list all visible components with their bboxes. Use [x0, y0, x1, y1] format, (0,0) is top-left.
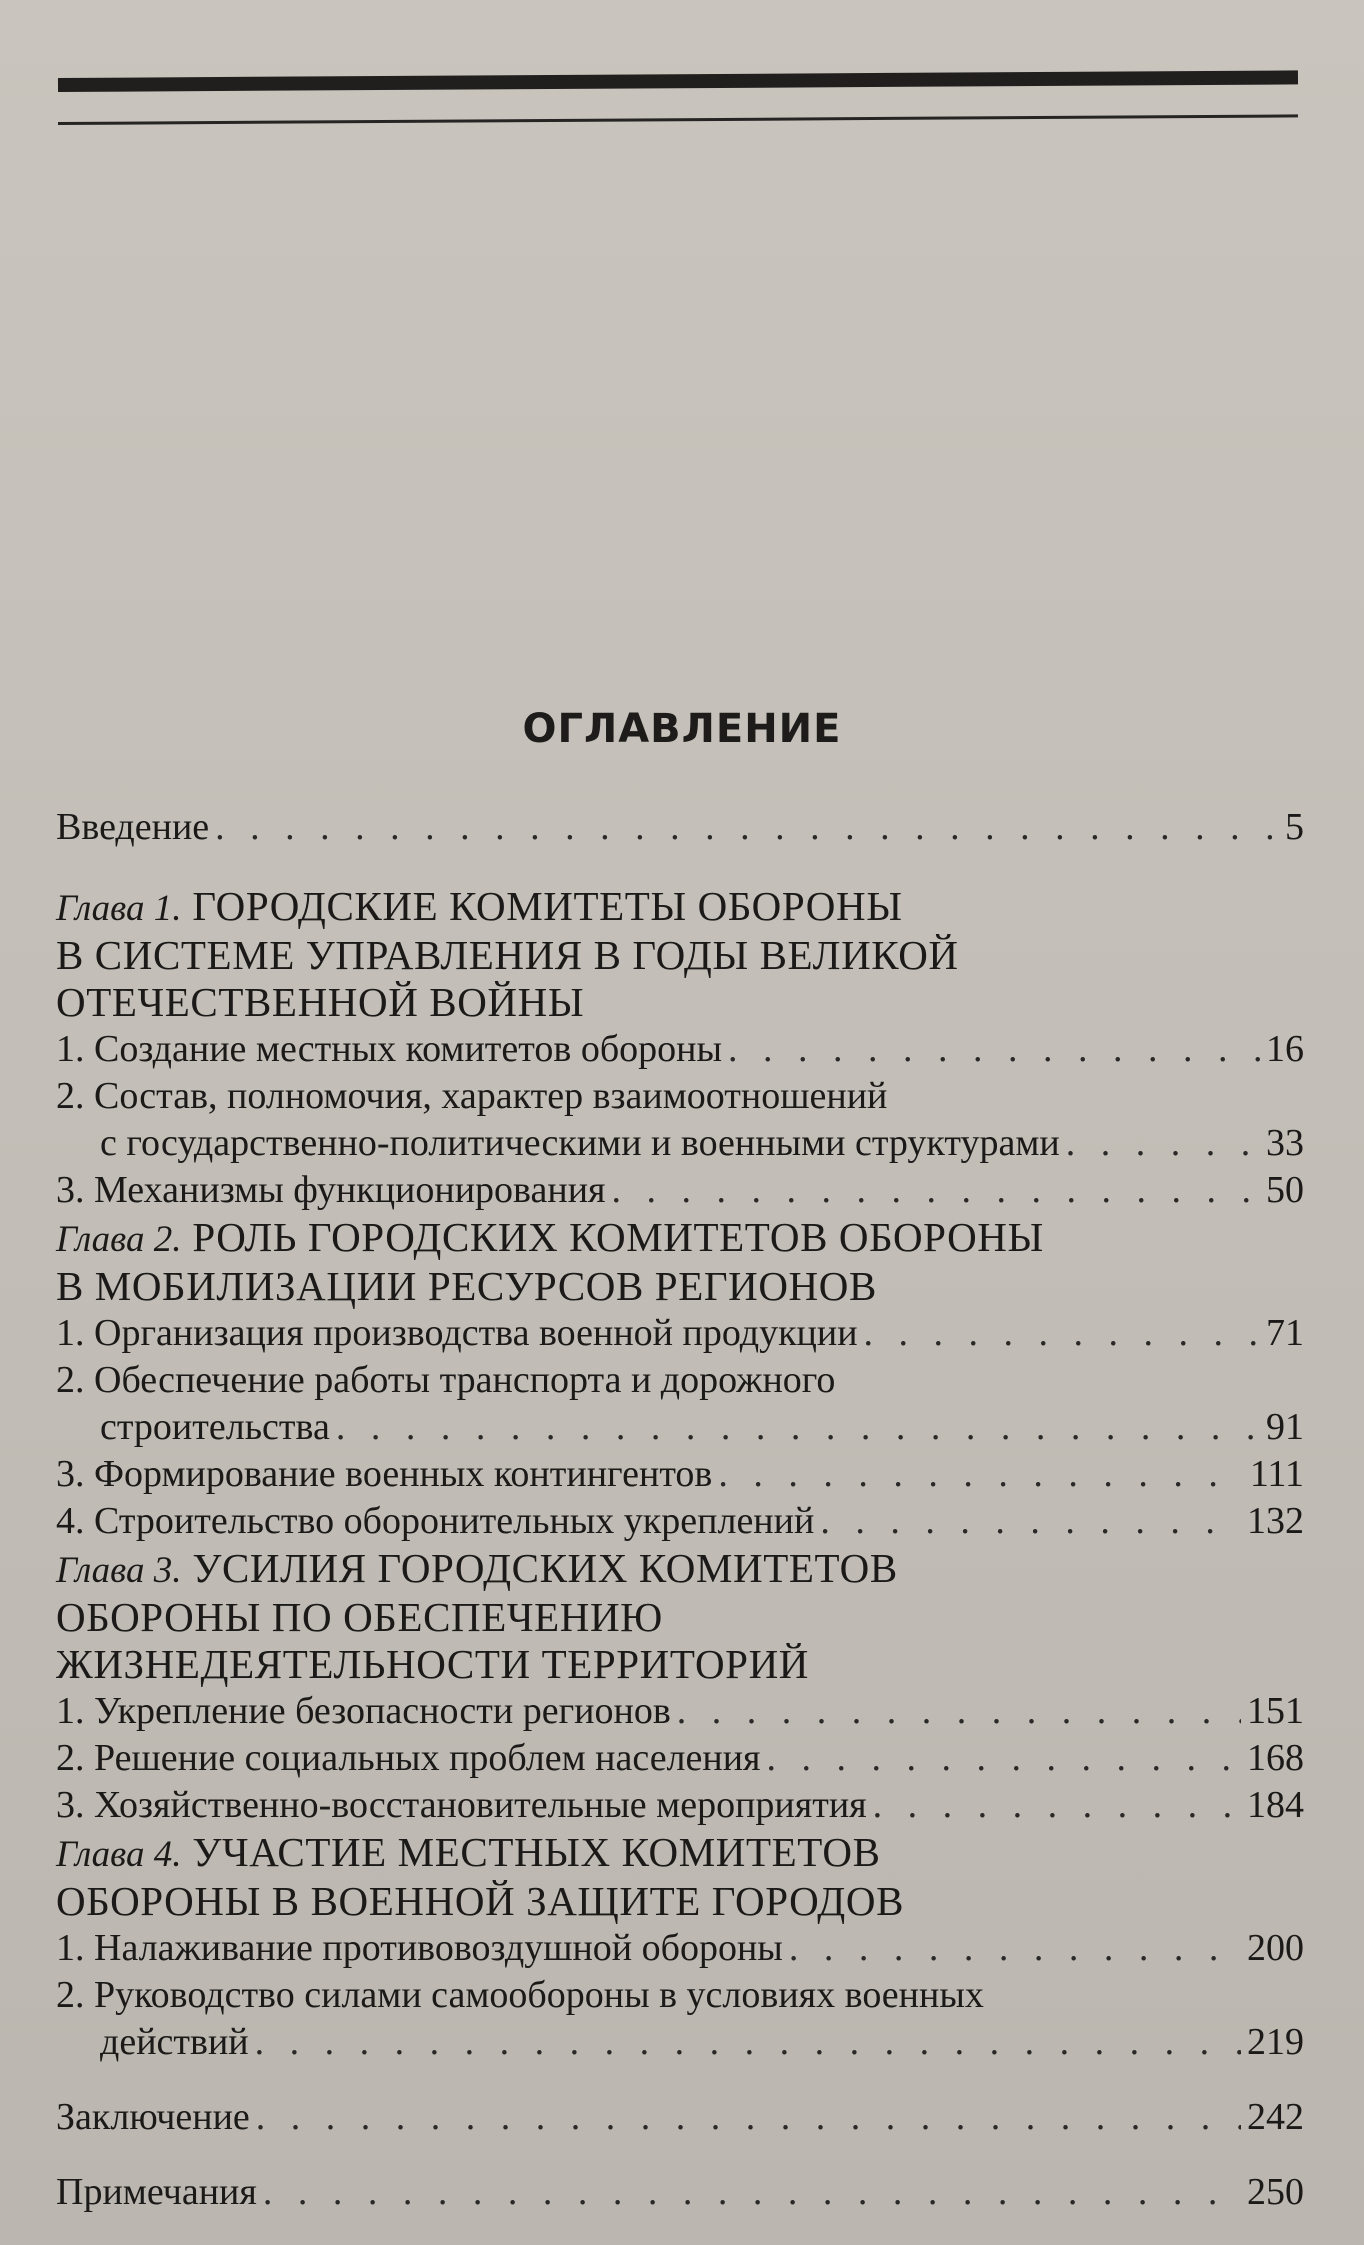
- toc-page-number: 200: [1247, 1927, 1304, 1969]
- dot-leader: [255, 2019, 1241, 2066]
- chapter-label: Глава 1.: [56, 888, 182, 929]
- toc-entry-label[interactable]: 2. Состав, полномочия, характер взаимоотношений: [56, 1075, 888, 1117]
- chapter-title-line: ЖИЗНЕДЕЯТЕЛЬНОСТИ ТЕРРИТОРИЙ: [56, 1641, 809, 1687]
- toc-entry-label: 3. Механизмы функционирования: [56, 1169, 606, 1211]
- toc-entry-label: Заключение: [56, 2096, 250, 2138]
- chapter-label: Глава 3.: [56, 1550, 182, 1591]
- toc-page-number: 132: [1247, 1500, 1304, 1542]
- toc-entry-section[interactable]: [56, 1782, 1304, 1829]
- toc-entry-label: с государственно-политическими и военными структурами: [100, 1122, 1060, 1164]
- toc-entry-label: 1. Укрепление безопасности регионов: [56, 1690, 671, 1732]
- toc-page-number: 219: [1247, 2021, 1304, 2063]
- chapter-2-heading[interactable]: [56, 1214, 1304, 1310]
- toc-entry-label: 3. Хозяйственно-восстановительные мероприятия: [56, 1784, 867, 1826]
- chapter-title-line: ОБОРОНЫ ПО ОБЕСПЕЧЕНИЮ: [56, 1594, 663, 1640]
- toc-entry-label: 2. Решение социальных проблем населения: [56, 1737, 761, 1779]
- toc-entry-label: 3. Формирование военных контингентов: [56, 1453, 713, 1495]
- toc-page-number: 33: [1266, 1122, 1304, 1164]
- toc-entry-label: 1. Налаживание противовоздушной обороны: [56, 1927, 783, 1969]
- toc-entry-section[interactable]: [56, 1688, 1304, 1735]
- toc-entry-label: строительства: [100, 1406, 330, 1448]
- header-rule-thin: [58, 114, 1298, 125]
- dot-leader: [820, 1498, 1241, 1545]
- toc-entry-label: 1. Организация производства военной продукции: [56, 1312, 858, 1354]
- toc-entry-label[interactable]: 2. Обеспечение работы транспорта и дорожного: [56, 1359, 836, 1401]
- chapter-title-line: ОТЕЧЕСТВЕННОЙ ВОЙНЫ: [56, 979, 585, 1025]
- toc-page-number: 71: [1266, 1312, 1304, 1354]
- toc-page-number: 151: [1247, 1690, 1304, 1732]
- toc-entry-section[interactable]: [56, 1120, 1304, 1167]
- chapter-title-line: В СИСТЕМЕ УПРАВЛЕНИЯ В ГОДЫ ВЕЛИКОЙ: [56, 932, 959, 978]
- toc-entry-intro[interactable]: [56, 804, 1304, 851]
- toc-page-number: 184: [1247, 1784, 1304, 1826]
- toc-entry-label: 4. Строительство оборонительных укреплений: [56, 1500, 815, 1542]
- toc-entry-section[interactable]: [56, 1451, 1304, 1498]
- toc-entry-section[interactable]: [56, 2019, 1304, 2066]
- chapter-title-line: РОЛЬ ГОРОДСКИХ КОМИТЕТОВ ОБОРОНЫ: [192, 1214, 1044, 1260]
- dot-leader: [873, 1782, 1241, 1829]
- chapter-label: Глава 2.: [56, 1219, 182, 1260]
- chapter-1-heading[interactable]: [56, 883, 1304, 1026]
- dot-leader: [789, 1925, 1241, 1972]
- chapter-3-heading[interactable]: [56, 1545, 1304, 1688]
- toc-page-number: 168: [1247, 1737, 1304, 1779]
- chapter-4-heading[interactable]: [56, 1829, 1304, 1925]
- dot-leader: [728, 1026, 1260, 1073]
- toc-page-number: 91: [1266, 1406, 1304, 1448]
- toc-entry-section[interactable]: [56, 1735, 1304, 1782]
- dot-leader: [336, 1404, 1260, 1451]
- chapter-title-line: В МОБИЛИЗАЦИИ РЕСУРСОВ РЕГИОНОВ: [56, 1263, 877, 1309]
- dot-leader: [864, 1310, 1260, 1357]
- toc-page-number: 16: [1266, 1028, 1304, 1070]
- chapter-label: Глава 4.: [56, 1834, 182, 1875]
- dot-leader: [612, 1167, 1260, 1214]
- toc-page-number: 111: [1249, 1453, 1304, 1495]
- toc-entry-label: Введение: [56, 806, 210, 848]
- toc-entry-section[interactable]: [56, 1026, 1304, 1073]
- toc-entry-label: Примечания: [56, 2171, 257, 2213]
- dot-leader: [718, 1451, 1243, 1498]
- table-of-contents: [56, 804, 1304, 2216]
- chapter-title-line: УСИЛИЯ ГОРОДСКИХ КОМИТЕТОВ: [192, 1545, 898, 1591]
- dot-leader: [215, 804, 1279, 851]
- toc-page-number: 242: [1247, 2096, 1304, 2138]
- chapter-title-line: УЧАСТИЕ МЕСТНЫХ КОМИТЕТОВ: [192, 1829, 881, 1875]
- toc-entry-label: действий: [100, 2021, 249, 2063]
- dot-leader: [256, 2094, 1241, 2141]
- toc-entry-label[interactable]: 2. Руководство силами самообороны в условиях военных: [56, 1974, 984, 2016]
- chapter-title-line: ГОРОДСКИЕ КОМИТЕТЫ ОБОРОНЫ: [192, 883, 903, 929]
- dot-leader: [1066, 1120, 1260, 1167]
- toc-entry-section[interactable]: [56, 1498, 1304, 1545]
- toc-entry-label: 1. Создание местных комитетов обороны: [56, 1028, 723, 1070]
- dot-leader: [677, 1688, 1241, 1735]
- toc-page-number: 250: [1247, 2171, 1304, 2213]
- toc-entry-section[interactable]: [56, 1925, 1304, 1972]
- toc-entry-notes[interactable]: [56, 2169, 1304, 2216]
- toc-page-number: 5: [1285, 806, 1304, 848]
- page-title: ОГЛАВЛЕНИЕ: [522, 706, 842, 752]
- header-rule-thick: [58, 70, 1298, 92]
- toc-entry-conclusion[interactable]: [56, 2094, 1304, 2141]
- toc-entry-section[interactable]: [56, 1404, 1304, 1451]
- chapter-title-line: ОБОРОНЫ В ВОЕННОЙ ЗАЩИТЕ ГОРОДОВ: [56, 1878, 905, 1924]
- dot-leader: [767, 1735, 1241, 1782]
- toc-entry-section[interactable]: [56, 1167, 1304, 1214]
- toc-entry-section[interactable]: [56, 1310, 1304, 1357]
- dot-leader: [263, 2169, 1241, 2216]
- toc-page-number: 50: [1266, 1169, 1304, 1211]
